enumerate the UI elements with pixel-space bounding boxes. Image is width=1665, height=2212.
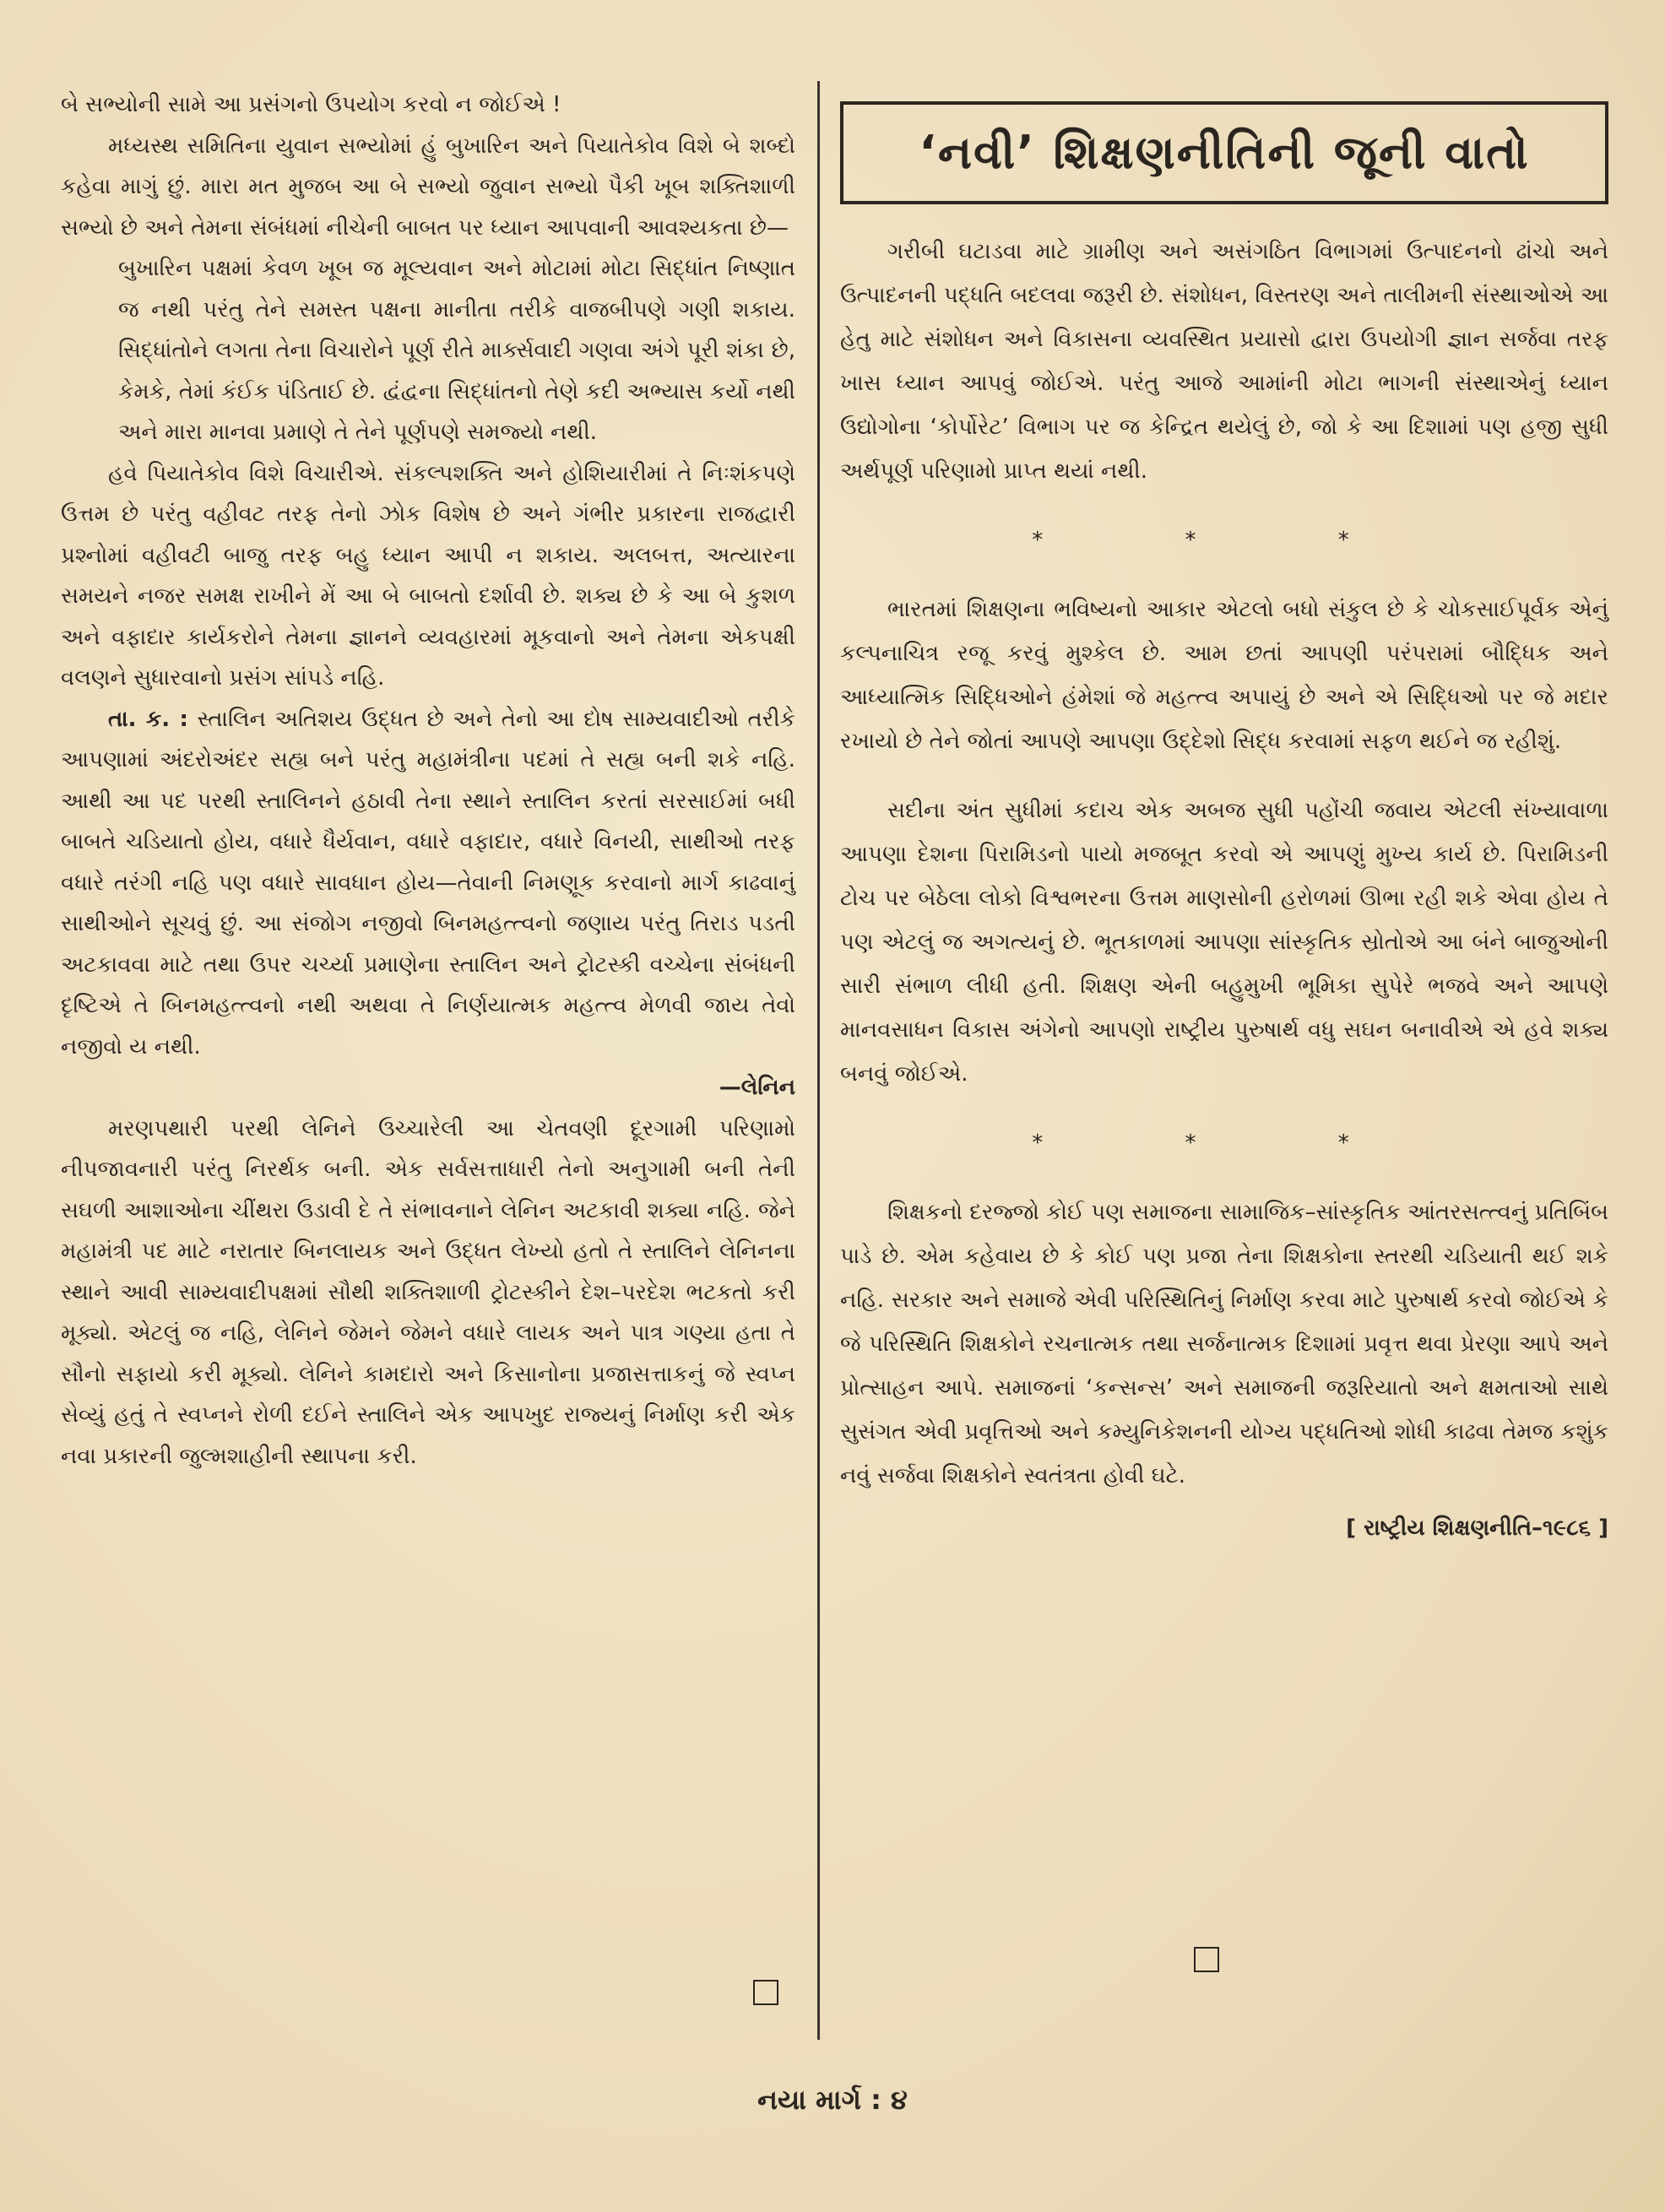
pyatakov-paragraph: હવે પિયાતેકોવ વિશે વિચારીએ. સંકલ્પશક્તિ અને હોશિયારીમાં તે નિઃશંકપણે ઉત્તમ છે પરંતુ વહીવટ તરફ તેનો ઝોક વિશેષ છે અને ગંભીર પ્રકારના રાજદ્વારી પ્રશ્નોમાં વહીવટી બાજુ તરફ બહુ ધ્યાન આપી ન શકાય. અલબત્ત, અત્યારના સમયને નજર સમક્ષ રાખીને મેં આ બે બાબતો દર્શાવી છે. શક્ય છે કે આ બે કુશળ અને વફાદાર કાર્યકરોને તેમના જ્ઞાનને વ્યવહારમાં મૂકવાનો અને તેમના એકપક્ષી વલણને સુધારવાનો પ્રસંગ સાંપડે નહિ. [61,460,795,691]
postscript-label: તા. ક. : [108,706,188,732]
postscript-text: સ્તાલિન અતિશય ઉદ્ધત છે અને તેનો આ દોષ સામ્યવાદીઓ તરીકે આપણામાં અંદરોઅંદર સહ્ય બને પરંતુ મહામંત્રીના પદમાં તે સહ્ય બની શકે નહિ. આથી આ પદ પરથી સ્તાલિનને હઠાવી તેના સ્થાને સ્તાલિન કરતાં સરસાઈમાં બધી બાબતે ચડિયાતો હોય, વધારે ધૈર્યવાન, વધારે વફાદાર, વધારે વિનયી, સાથીઓ તરફ વધારે તરંગી નહિ પણ વધારે સાવધાન હોય—તેવાની નિમણૂક કરવાનો માર્ગ કાઢવાનું સાથીઓને સૂચવું છું. આ સંજોગ નજીવો બિનમહત્ત્વનો જણાય પરંતુ તિરાડ પડતી અટકાવવા માટે તથા ઉપર ચર્ચ્યા પ્રમાણેના સ્તાલિન અને ટ્રોટસ્કી વચ્ચેના સંબંધની દૃષ્ટિએ તે બિનમહત્ત્વનો નથી અથવા તે નિર્ણયાત્મક મહત્ત્વ મેળવી જાય તેવો નજીવો ય નથી. [61,706,795,1060]
column-divider [817,81,820,2040]
right-paragraph-3: સદીના અંત સુધીમાં કદાચ એક અબજ સુધી પહોંચી જવાય એટલી સંખ્યાવાળા આપણા દેશના પિરામિડનો પાયો મજબૂત કરવો એ આપણું મુખ્ય કાર્ય છે. પિરામિડની ટોચ પર બેઠેલા લોકો વિશ્વભરના ઉત્તમ માણસોની હરોળમાં ઊભા રહી શકે એવા હોય તે પણ એટલું જ અગત્યનું છે. ભૂતકાળમાં આપણા સાંસ્કૃતિક સ્રોતોએ આ બંને બાજુઓની સારી સંભાળ લીધી હતી. શિક્ષણ એની બહુમુખી ભૂમિકા સુપેરે ભજવે અને આપણે માનવસાધન વિકાસ અંગેનો આપણો રાષ્ટ્રીય પુરુષાર્થ વધુ સઘન બનાવીએ એ હવે શક્ય બનવું જોઈએ. [840,798,1608,1087]
postscript-paragraph [61,699,795,1068]
article-body [840,230,1608,1550]
lenin-signature: —લેનિન [719,1075,795,1100]
article-title: ‘નવી’ શિક્ષણનીતિની જૂની વાતો [919,126,1530,179]
right-column [840,101,1608,1550]
end-mark-right [1194,1947,1219,1972]
bukharin-text: બુખારિન પક્ષમાં કેવળ ખૂબ જ મૂલ્યવાન અને મોટામાં મોટા સિદ્ધાંત નિષ્ણાત જ નથી પરંતુ તેને સમસ્ત પક્ષના માનીતા તરીકે વાજબીપણે ગણી શકાય. સિદ્ધાંતોને લગતા તેના વિચારોને પૂર્ણ રીતે માર્ક્સવાદી ગણવા અંગે પૂરી શંકા છે, કેમકે, તેમાં કંઈક પંડિતાઈ છે. દ્વંદ્વના સિદ્ધાંતનો તેણે કદી અભ્યાસ કર્યો નથી અને મારા માનવા પ્રમાણે તે તેને પૂર્ણપણે સમજ્યો નથી. [118,256,795,445]
bukharin-quote [61,248,795,453]
left-paragraph-1: બે સભ્યોની સામે આ પ્રસંગનો ઉપયોગ કરવો ન જોઈએ ! [61,92,561,117]
section-separator-1: * * * [1032,528,1417,553]
end-mark-left [753,1980,778,2005]
right-paragraph-2: ભારતમાં શિક્ષણના ભવિષ્યનો આકાર એટલો બધો સંકુલ છે કે ચોકસાઈપૂર્વક એનું કલ્પનાચિત્ર રજૂ કરવું મુશ્કેલ છે. આમ છતાં આપણી પરંપરામાં બૌદ્ધિક અને આધ્યાત્મિક સિદ્ધિઓને હંમેશાં જે મહત્ત્વ અપાયું છે અને એ સિદ્ધિઓ પર જે મદાર રખાયો છે તેને જોતાં આપણે આપણા ઉદ્દેશો સિદ્ધ કરવામાં સફળ થઈને જ રહીશું. [840,597,1608,754]
left-paragraph-2: મધ્યસ્થ સમિતિના યુવાન સભ્યોમાં હું બુખારિન અને પિયાતેકોવ વિશે બે શબ્દો કહેવા માગું છું. મારા મત મુજબ આ બે સભ્યો જુવાન સભ્યો પૈકી ખૂબ શક્તિશાળી સભ્યો છે અને તેમના સંબંધમાં નીચેની બાબત પર ધ્યાન આપવાની આવશ્યકતા છે— [61,133,795,241]
section-separator-2: * * * [1032,1130,1417,1156]
article-title-box [840,101,1608,204]
right-paragraph-1: ગરીબી ઘટાડવા માટે ગ્રામીણ અને અસંગઠિત વિભાગમાં ઉત્પાદનનો ઢાંચો અને ઉત્પાદનની પદ્ધતિ બદલવા જરૂરી છે. સંશોધન, વિસ્તરણ અને તાલીમની સંસ્થાઓએ આ હેતુ માટે સંશોધન અને વિકાસના વ્યવસ્થિત પ્રયાસો દ્વારા ઉપયોગી જ્ઞાન સર્જવા તરફ ખાસ ધ્યાન આપવું જોઈએ. પરંતુ આજે આમાંની મોટા ભાગની સંસ્થાએનું ધ્યાન ઉદ્યોગોના ‘કોર્પોરેટ’ વિભાગ પર જ કેન્દ્રિત થયેલું છે, જો કે આ દિશામાં પણ હજી સુધી અર્થપૂર્ણ પરિણામો પ્રાપ્ત થયાં નથી. [840,239,1608,484]
left-column [61,84,795,1477]
right-paragraph-4: શિક્ષકનો દરજ્જો કોઈ પણ સમાજના સામાજિક–સાંસ્કૃતિક આંતરસત્ત્વનું પ્રતિબિંબ પાડે છે. એમ કહેવાય છે કે કોઈ પણ પ્રજા તેના શિક્ષકોના સ્તરથી ચડિયાતી થઈ શકે નહિ. સરકાર અને સમાજે એવી પરિસ્થિતિનું નિર્માણ કરવા માટે પુરુષાર્થ કરવો જોઈએ કે જે પરિસ્થિતિ શિક્ષકોને રચનાત્મક તથા સર્જનાત્મક દિશામાં પ્રવૃત્ત થવા પ્રેરણા આપે અને પ્રોત્સાહન આપે. સમાજનાં ‘કન્સન્સ’ અને સમાજની જરૂરિયાતો અને ક્ષમતાઓ સાથે સુસંગત એવી પ્રવૃત્તિઓ અને કમ્યુનિકેશનની યોગ્ય પદ્ધતિઓ શોધી કાઢવા તેમજ કશુંક નવું સર્જવા શિક્ષકોને સ્વતંત્રતા હોવી ઘટે. [840,1200,1608,1488]
page-footer: નયા માર્ગ : ૪ [757,2084,908,2116]
source-citation: [ રાષ્ટ્રીય શિક્ષણનીતિ–૧૯૮૬ ] [1346,1515,1608,1541]
stalin-paragraph: મરણપથારી પરથી લેનિને ઉચ્ચારેલી આ ચેતવણી દૂરગામી પરિણામો નીપજાવનારી પરંતુ નિરર્થક બની. એક સર્વસત્તાધારી તેનો અનુગામી બની તેની સઘળી આશાઓના ચીંથરા ઉડાવી દે તે સંભાવનાને લેનિન અટકાવી શક્યા નહિ. જેને મહામંત્રી પદ માટે નરાતાર બિનલાયક અને ઉદ્ધત લેખ્યો હતો તે સ્તાલિને લેનિનના સ્થાને આવી સામ્યવાદીપક્ષમાં સૌથી શક્તિશાળી ટ્રોટસ્કીને દેશ–પરદેશ ભટકતો કરી મૂક્યો. એટલું જ નહિ, લેનિને જેમને જેમને વધારે લાયક અને પાત્ર ગણ્યા હતા તે સૌનો સફાયો કરી મૂક્યો. લેનિને કામદારો અને કિસાનોના પ્રજાસત્તાકનું જે સ્વપ્ન સેવ્યું હતું તે સ્વપ્નને રોળી દઈને સ્તાલિને એક આપખુદ રાજ્યનું નિર્માણ કરી એક નવા પ્રકારની જુલ્મશાહીની સ્થાપના કરી. [61,1115,795,1469]
